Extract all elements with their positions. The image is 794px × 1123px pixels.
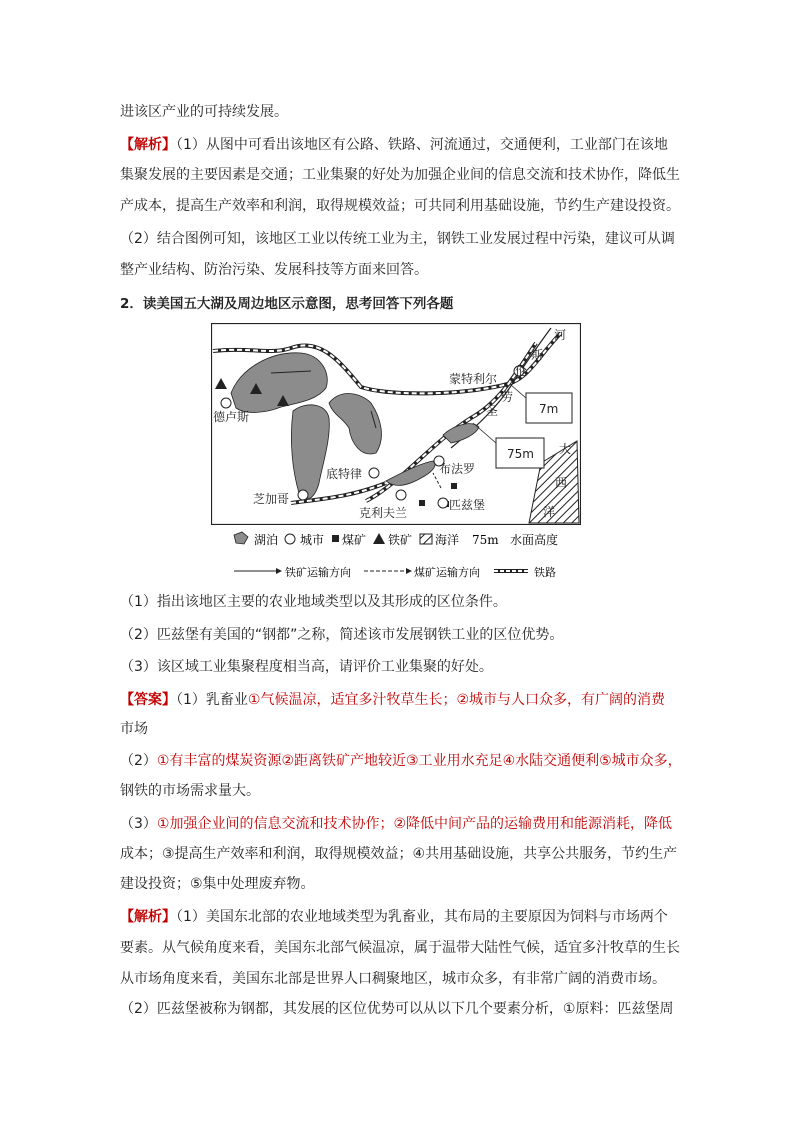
label-cleveland: 克利夫兰: [359, 506, 408, 520]
label-he: 河: [554, 328, 567, 342]
label-h75: 75m: [507, 447, 534, 461]
ocean-legend-icon: [420, 534, 432, 544]
legend-iron-route: 铁矿运输方向: [285, 566, 351, 579]
label-lun: 伦: [515, 364, 528, 378]
coal-legend-icon: [332, 535, 339, 542]
label-detroit: 底特律: [326, 467, 363, 481]
label-si: 斯: [531, 348, 544, 362]
city-icon-detroit: [369, 468, 379, 478]
sub-question-3: （3）该区域工业集聚程度相当高，请评价工业集聚的好处。: [120, 659, 493, 675]
label-yang: 洋: [543, 505, 556, 519]
answer-3-line-3: 建设投资；⑤集中处理废弃物。: [120, 876, 315, 892]
city-icon-cleveland: [396, 490, 406, 500]
answer-2-text: ①有丰富的煤炭资源②距离铁矿产地较近③工业用水充足④水陆交通便利⑤城市众多，: [156, 753, 682, 769]
analysis-tag: 【解析】: [120, 137, 176, 153]
analysis-line-2: 要素。从气候角度来看，美国东北部气候温凉，属于温带大陆性气候，适宜多汁牧草的生长: [120, 940, 680, 956]
label-montreal: 蒙特利尔: [449, 372, 498, 386]
city-icon-chicago: [298, 490, 308, 500]
prev-analysis-line-5: 整产业结构、防治污染、发展科技等方面来回答。: [120, 262, 428, 278]
label-h7: 7m: [539, 402, 559, 416]
label-pittsburgh: 匹兹堡: [449, 498, 486, 512]
answer-1-line-2: 市场: [120, 721, 148, 737]
label-da: 大: [559, 442, 572, 456]
prev-line: 进该区产业的可持续发展。: [120, 104, 288, 120]
sub-question-2: （2）匹兹堡有美国的“钢都”之称，简述该市发展钢铁工业的区位优势。: [120, 627, 564, 643]
legend-coal: 煤矿: [342, 533, 367, 547]
analysis-tag: 【解析】: [120, 909, 176, 925]
label-duluth: 德卢斯: [213, 410, 250, 424]
prev-analysis-line-4: （2）结合图例可知，该地区工业以传统工业为主，钢铁工业发展过程中污染，建议可从调: [120, 231, 675, 247]
legend-row-1: [232, 531, 572, 549]
great-lakes-map: [211, 323, 581, 525]
legend-coal-route: 煤矿运输方向: [414, 566, 480, 579]
prev-analysis-line-3: 产成本，提高生产效率和利润，取得规模效益；可共同利用基础设施，节约生产建设投资。: [120, 198, 680, 214]
answer-3-line-1: [120, 815, 680, 833]
answer-1-text: ①气候温凉，适宜多汁牧草生长；②城市与人口众多，有广阔的消费: [247, 692, 666, 708]
answer-line-1: [120, 691, 680, 709]
legend-iron: 铁矿: [388, 533, 413, 547]
label-lao: 劳: [501, 390, 514, 404]
iron-legend-icon: [373, 533, 385, 544]
legend-lake: 湖泊: [254, 533, 279, 547]
legend-water-height: 水面高度: [510, 533, 559, 547]
legend-rail: 铁路: [534, 566, 556, 579]
answer-tag: 【答案】: [120, 692, 176, 708]
analysis-line-1: [120, 908, 680, 926]
answer-2-head: （2）: [120, 753, 157, 769]
answer-1-head: （1）乳畜业: [176, 692, 248, 708]
label-chicago: 芝加哥: [253, 492, 290, 506]
lake-legend-icon: [234, 532, 248, 544]
prev-analysis-text-1: （1）从图中可看出该地区有公路、铁路、河流通过，交通便利，工业部门在该地: [176, 137, 668, 153]
legend-ocean: 海洋: [435, 533, 460, 547]
analysis-text-1: （1）美国东北部的农业地域类型为乳畜业，其布局的主要原因为饲料与市场两个: [176, 909, 668, 925]
label-xi: 西: [555, 476, 568, 490]
coal-mine-icon: [451, 483, 457, 489]
answer-3-line-2: 成本；③提高生产效率和利润，取得规模效益；④共用基础设施，共享公共服务，节约生产: [120, 846, 678, 862]
city-legend-icon: [285, 534, 295, 544]
label-sheng: 圣: [486, 404, 499, 418]
answer-3-head: （3）: [120, 816, 157, 832]
answer-3-text: ①加强企业间的信息交流和技术协作；②降低中间产品的运输费用和能源消耗，降低: [156, 816, 673, 832]
city-icon-duluth: [221, 398, 231, 408]
analysis-line-4: （2）匹兹堡被称为钢都，其发展的区位优势可以从以下几个要素分析，①原料：匹兹堡周: [120, 1001, 674, 1017]
coal-mine-icon: [419, 500, 425, 506]
prev-analysis-line-2: 集聚发展的主要因素是交通；工业集聚的好处为加强企业间的信息交流和技术协作，降低生: [120, 167, 680, 183]
question-title: 2．读美国五大湖及周边地区示意图，思考回答下列各题: [120, 296, 454, 312]
analysis-line-3: 从市场角度来看，美国东北部是世界人口稠聚地区，城市众多，有非常广阔的消费市场。: [120, 971, 666, 987]
label-buffalo: 布法罗: [439, 462, 476, 476]
prev-analysis-line-1: [120, 136, 680, 154]
answer-2-line-2: 钢铁的市场需求量大。: [120, 783, 260, 799]
sub-question-1: （1）指出该地区主要的农业地域类型以及其形成的区位条件。: [120, 594, 507, 610]
legend-h75: 75m: [472, 533, 499, 547]
legend-city: 城市: [300, 533, 325, 547]
answer-2-line-1: [120, 752, 680, 770]
city-icon-pittsburgh: [438, 498, 448, 508]
legend-row-2: [232, 563, 572, 581]
